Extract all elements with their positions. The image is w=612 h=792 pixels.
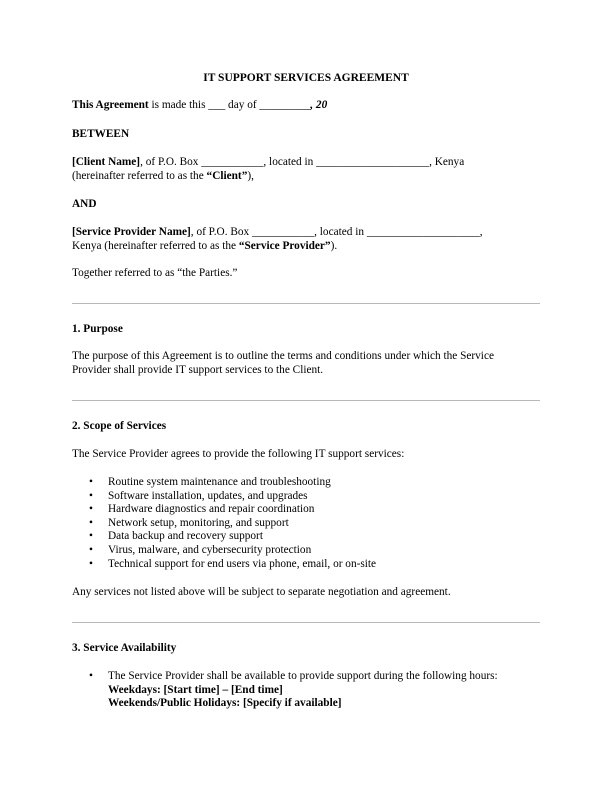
availability-weekdays: Weekdays: [Start time] – [End time] <box>108 683 283 696</box>
bullet-icon: • <box>89 476 93 488</box>
list-item: • Routine system maintenance and troubleshooting <box>89 476 331 488</box>
document-page <box>72 0 540 710</box>
scope-outro: Any services not listed above will be subject to separate negotiation and agreement. <box>72 586 451 598</box>
section-divider <box>72 622 540 623</box>
intro-text: is made this ___ day of _________ <box>148 99 311 111</box>
provider-line2-suffix: ). <box>330 239 338 252</box>
section-divider <box>72 303 540 304</box>
provider-line2-prefix: Kenya (hereinafter referred to as the <box>72 239 239 252</box>
and-label: AND <box>72 198 97 210</box>
bullet-icon: • <box>89 516 93 529</box>
client-name: [Client Name] <box>72 156 141 168</box>
list-item: • Software installation, updates, and upgrades <box>89 489 308 502</box>
availability-item <box>72 670 576 711</box>
together-text: Together referred to as “the Parties.” <box>72 267 238 279</box>
section-purpose-heading: 1. Purpose <box>72 323 123 335</box>
provider-party <box>72 226 540 253</box>
between-label: BETWEEN <box>72 128 130 140</box>
list-item: • Network setup, monitoring, and support <box>89 516 289 529</box>
bullet-icon: • <box>89 670 93 682</box>
intro-year: , 20 <box>310 99 328 111</box>
agreement-intro <box>72 99 540 113</box>
availability-weekends: Weekends/Public Holidays: [Specify if available] <box>108 697 342 710</box>
purpose-line-1: The purpose of this Agreement is to outline the terms and conditions under which the Service <box>72 350 494 362</box>
section-availability-heading: 3. Service Availability <box>72 642 177 654</box>
client-role: “Client” <box>206 169 248 182</box>
client-line1: , of P.O. Box ___________, located in ____________________, Kenya <box>140 156 465 168</box>
client-party <box>72 156 540 183</box>
list-item: • Technical support for end users via phone, email, or on-site <box>89 557 377 570</box>
intro-lead: This Agreement <box>72 99 149 111</box>
bullet-icon: • <box>89 530 93 543</box>
scope-list <box>72 476 540 571</box>
scope-intro: The Service Provider agrees to provide the following IT support services: <box>72 448 405 460</box>
document-title: IT SUPPORT SERVICES AGREEMENT <box>203 72 409 84</box>
section-scope-heading: 2. Scope of Services <box>72 420 167 432</box>
section-divider <box>72 400 540 401</box>
list-item: • Virus, malware, and cybersecurity protection <box>89 543 312 556</box>
list-item: • Data backup and recovery support <box>89 530 263 543</box>
bullet-icon: • <box>89 503 93 516</box>
bullet-icon: • <box>89 489 93 502</box>
bullet-icon: • <box>89 557 93 570</box>
provider-name: [Service Provider Name] <box>72 226 191 238</box>
purpose-line-2: Provider shall provide IT support services to the Client. <box>72 363 324 376</box>
client-line2-prefix: (hereinafter referred to as the <box>72 169 207 182</box>
provider-line1: , of P.O. Box ___________, located in ____________________, <box>190 226 483 238</box>
list-item: • Hardware diagnostics and repair coordination <box>89 503 315 516</box>
client-line2-suffix: ), <box>247 169 254 182</box>
section-purpose-body <box>72 350 540 377</box>
bullet-icon: • <box>89 543 93 556</box>
provider-role: “Service Provider” <box>238 239 331 252</box>
availability-text: The Service Provider shall be available to provide support during the following hours: <box>108 670 498 682</box>
